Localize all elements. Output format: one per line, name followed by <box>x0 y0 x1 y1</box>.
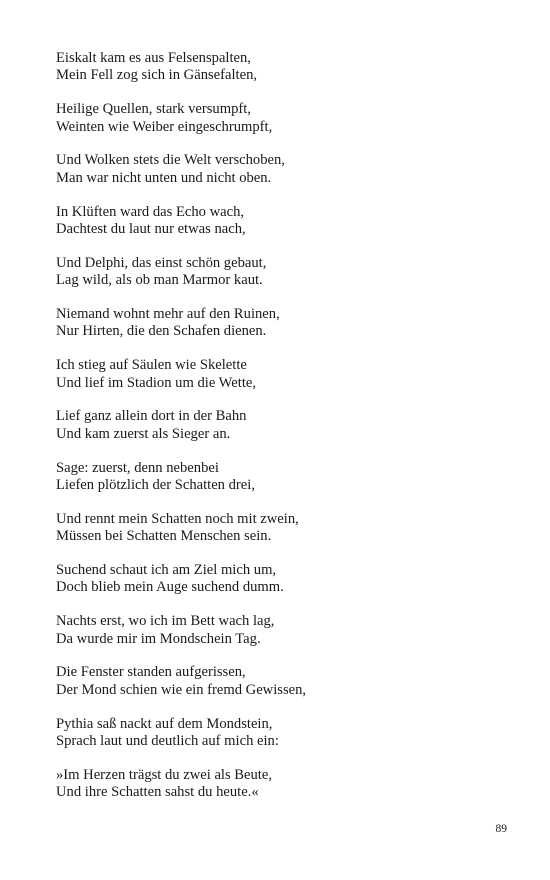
poem-line: »Im Herzen trägst du zwei als Beute, <box>56 766 272 783</box>
poem-line: Sprach laut und deutlich auf mich ein: <box>56 733 279 750</box>
stanza <box>56 767 516 802</box>
stanza <box>56 511 516 546</box>
poem-line: Nachts erst, wo ich im Bett wach lag, <box>56 613 275 630</box>
poem-line: Mein Fell zog sich in Gänsefalten, <box>56 67 258 84</box>
poem-line: Niemand wohnt mehr auf den Ruinen, <box>56 306 280 323</box>
stanza <box>56 562 516 597</box>
poem-line: Sage: zuerst, denn nebenbei <box>56 459 219 476</box>
poem-line: Eiskalt kam es aus Felsenspalten, <box>56 50 251 66</box>
poem-line: Und ihre Schatten sahst du heute.« <box>56 784 259 801</box>
stanza <box>56 613 516 648</box>
poem-line: Pythia saß nackt auf dem Mondstein, <box>56 715 273 732</box>
poem-line: Und lief im Stadion um die Wette, <box>56 374 257 391</box>
poem-line: Der Mond schien wie ein fremd Gewissen, <box>56 681 307 698</box>
poem-line: Heilige Quellen, stark versumpft, <box>56 101 251 118</box>
page-number: 89 <box>495 823 507 835</box>
poem-line: Lag wild, als ob man Marmor kaut. <box>56 272 263 289</box>
poem-line: Dachtest du laut nur etwas nach, <box>56 221 246 238</box>
stanza <box>56 204 516 239</box>
poem-line: Und Wolken stets die Welt verschoben, <box>56 152 285 169</box>
poem-line: In Klüften ward das Echo wach, <box>56 203 245 220</box>
stanza <box>56 716 516 751</box>
poem-line: Die Fenster standen aufgerissen, <box>56 664 246 681</box>
poem-body <box>56 50 516 818</box>
stanza <box>56 664 516 699</box>
stanza <box>56 255 516 290</box>
poem-line: Und kam zuerst als Sieger an. <box>56 425 231 442</box>
stanza <box>56 357 516 392</box>
poem-line: Suchend schaut ich am Ziel mich um, <box>56 562 277 579</box>
poem-line: Müssen bei Schatten Menschen sein. <box>56 528 272 545</box>
stanza <box>56 152 516 187</box>
poem-line: Da wurde mir im Mondschein Tag. <box>56 630 261 647</box>
poem-line: Nur Hirten, die den Schafen dienen. <box>56 323 267 340</box>
poem-line: Ich stieg auf Säulen wie Skelette <box>56 357 247 374</box>
stanza <box>56 306 516 341</box>
stanza <box>56 460 516 495</box>
poem-line: Doch blieb mein Auge suchend dumm. <box>56 579 284 596</box>
poem-line: Weinten wie Weiber eingeschrumpft, <box>56 118 273 135</box>
poem-line: Lief ganz allein dort in der Bahn <box>56 408 247 425</box>
poem-line: Liefen plötzlich der Schatten drei, <box>56 477 255 494</box>
stanza <box>56 50 516 85</box>
stanza <box>56 408 516 443</box>
stanza <box>56 101 516 136</box>
poem-line: Und rennt mein Schatten noch mit zwein, <box>56 510 299 527</box>
poem-line: Man war nicht unten und nicht oben. <box>56 169 272 186</box>
poem-line: Und Delphi, das einst schön gebaut, <box>56 254 267 271</box>
